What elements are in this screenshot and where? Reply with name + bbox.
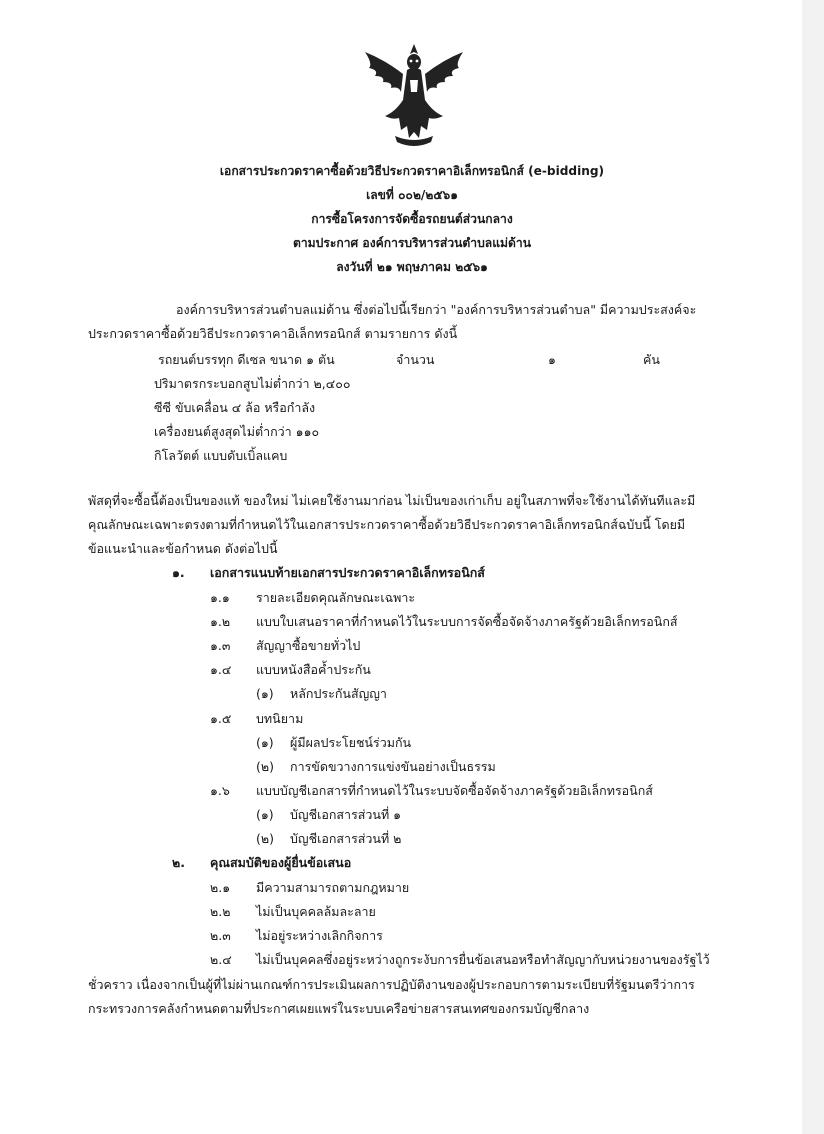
item-qty: ๑ — [548, 352, 556, 367]
item-text: สัญญาซื้อขายทั่วไป — [256, 638, 361, 653]
section-2-title: คุณสมบัติของผู้ยื่นข้อเสนอ — [210, 855, 352, 870]
document-date: ลงวันที่ ๒๑ พฤษภาคม ๒๕๖๑ — [336, 260, 488, 274]
item-text: บทนิยาม — [256, 711, 304, 726]
subitem-text: บัญชีเอกสารส่วนที่ ๒ — [290, 831, 402, 846]
section-1-title: เอกสารแนบท้ายเอกสารประกวดราคาอิเล็กทรอนิกส์ — [210, 565, 485, 580]
item-unit: คัน — [643, 352, 660, 367]
subitem-text: ผู้มีผลประโยชน์ร่วมกัน — [290, 735, 412, 750]
item-name: รถยนต์บรรทุก ดีเซล ขนาด ๑ ตัน — [158, 352, 335, 367]
item-number: ๑.๑ — [210, 590, 230, 605]
continuation-line-2: กระทรวงการคลังกำหนดตามที่ประกาศเผยแพร่ในระบบเครือข่ายสารสนเทศของกรมบัญชีกลาง — [88, 1001, 590, 1016]
item-number: ๒.๓ — [210, 928, 231, 943]
subitem-number: (๑) — [256, 686, 274, 701]
announcement: ตามประกาศ องค์การบริหารส่วนตำบลแม่ด้าน — [292, 236, 532, 250]
subitem-text: หลักประกันสัญญา — [290, 686, 387, 701]
item-text: รายละเอียดคุณลักษณะเฉพาะ — [256, 590, 416, 605]
item-number: ๒.๑ — [210, 880, 231, 895]
item-number: ๑.๖ — [210, 783, 230, 798]
item-number: ๒.๒ — [210, 904, 231, 919]
item-text: แบบใบเสนอราคาที่กำหนดไว้ในระบบการจัดซื้อจัดจ้างภาครัฐด้วยอิเล็กทรอนิกส์ — [256, 614, 678, 629]
spec-line: กิโลวัตต์ แบบดับเบิ้ลแคบ — [154, 448, 288, 463]
project-name: การซื้อโครงการจัดซื้อรถยนต์ส่วนกลาง — [311, 212, 513, 226]
para-line-3: ข้อแนะนำและข้อกำหนด ดังต่อไปนี้ — [88, 541, 278, 556]
item-text: แบบบัญชีเอกสารที่กำหนดไว้ในระบบจัดซื้อจัดจ้างภาครัฐด้วยอิเล็กทรอนิกส์ — [256, 783, 653, 798]
item-number: ๑.๓ — [210, 638, 231, 653]
item-number: ๒.๔ — [210, 952, 232, 967]
item-qty-label: จำนวน — [396, 352, 435, 367]
item-number: ๑.๔ — [210, 662, 232, 677]
document-number: เลขที่ ๐๐๒/๒๕๖๑ — [366, 188, 458, 202]
intro-line-2: ประกวดราคาซื้อด้วยวิธีประกวดราคาอิเล็กทรอนิกส์ ตามรายการ ดังนี้ — [88, 326, 458, 341]
subitem-number: (๑) — [256, 807, 274, 822]
item-text: มีความสามารถตามกฎหมาย — [256, 880, 410, 895]
subitem-number: (๒) — [256, 831, 274, 846]
intro-line-1: องค์การบริหารส่วนตำบลแม่ด้าน ซึ่งต่อไปนี้เรียกว่า "องค์การบริหารส่วนตำบล" มีความประสงค์จะ — [176, 302, 697, 317]
continuation-line-1: ชั่วคราว เนื่องจากเป็นผู้ที่ไม่ผ่านเกณฑ์การประเมินผลการปฏิบัติงานของผู้ประกอบการตามระเบียบที่รัฐมนตรีว่าการ — [88, 977, 695, 992]
item-text: ไม่อยู่ระหว่างเลิกกิจการ — [256, 928, 383, 943]
item-number: ๑.๒ — [210, 614, 231, 629]
item-text: ไม่เป็นบุคคลซึ่งอยู่ระหว่างถูกระงับการยื่นข้อเสนอหรือทำสัญญากับหน่วยงานของรัฐไว้ — [256, 952, 710, 967]
subitem-number: (๑) — [256, 735, 274, 750]
section-2-number: ๒. — [172, 855, 185, 870]
subitem-text: บัญชีเอกสารส่วนที่ ๑ — [290, 807, 402, 822]
para-line-1: พัสดุที่จะซื้อนี้ต้องเป็นของแท้ ของใหม่ ไม่เคยใช้งานมาก่อน ไม่เป็นของเก่าเก็บ อยู่ในสภาพที่จะใช้งานได้ทันทีและมี — [88, 493, 696, 508]
spec-line: ปริมาตรกระบอกสูบไม่ต่ำกว่า ๒,๔๐๐ — [154, 376, 351, 391]
garuda-emblem-icon — [355, 40, 473, 152]
item-text: แบบหนังสือค้ำประกัน — [256, 662, 371, 677]
subitem-number: (๒) — [256, 759, 274, 774]
item-text: ไม่เป็นบุคคลล้มละลาย — [256, 904, 376, 919]
para-line-2: คุณลักษณะเฉพาะตรงตามที่กำหนดไว้ในเอกสารประกวดราคาซื้อด้วยวิธีประกวดราคาอิเล็กทรอนิกส์ฉบับนี้ โดยมี — [88, 517, 686, 532]
subitem-text: การขัดขวางการแข่งขันอย่างเป็นธรรม — [290, 759, 496, 774]
section-1-number: ๑. — [172, 565, 185, 580]
spec-line: ซีซี ขับเคลื่อน ๔ ล้อ หรือกำลัง — [154, 400, 316, 415]
spec-line: เครื่องยนต์สูงสุดไม่ต่ำกว่า ๑๑๐ — [154, 424, 320, 439]
item-number: ๑.๕ — [210, 711, 232, 726]
document-title: เอกสารประกวดราคาซื้อด้วยวิธีประกวดราคาอิเล็กทรอนิกส์ (e-bidding) — [219, 164, 605, 178]
